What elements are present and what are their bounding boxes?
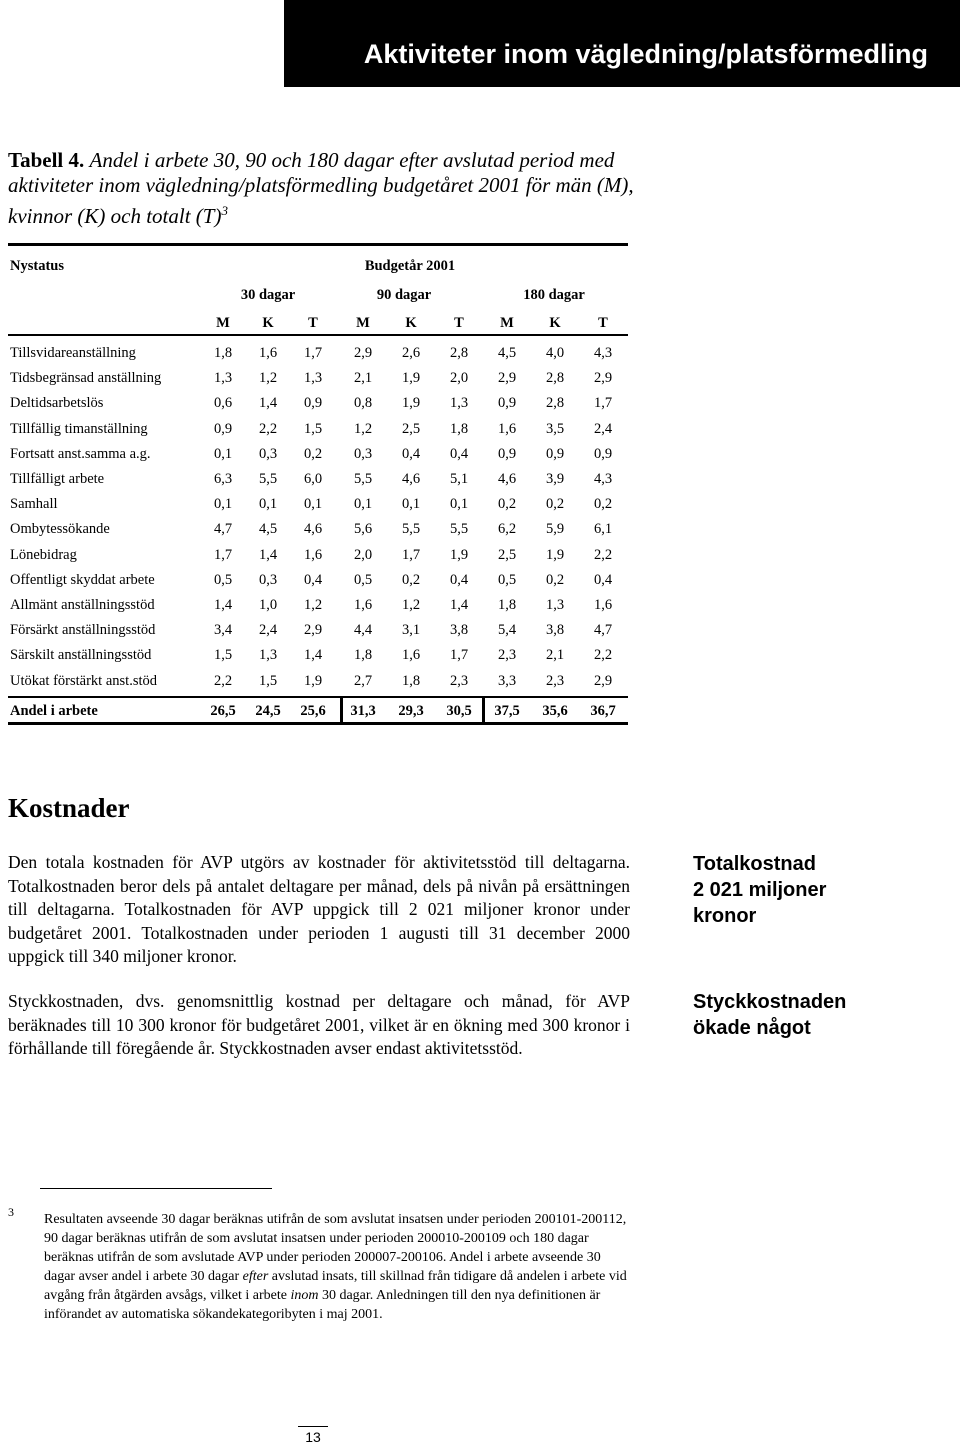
row-label: Lönebidrag xyxy=(10,547,77,563)
table-cell: 1,4 xyxy=(303,647,323,663)
table-cell: 2,2 xyxy=(258,421,278,437)
table-cell: 0,9 xyxy=(303,395,323,411)
row-label: Deltidsarbetslös xyxy=(10,395,104,411)
table-cell: 2,0 xyxy=(353,547,373,563)
table-cell: 2,9 xyxy=(303,622,323,638)
table-cell: 0,5 xyxy=(213,572,233,588)
table-cell: 1,4 xyxy=(258,395,278,411)
table-cell: 4,6 xyxy=(401,471,421,487)
footnote-text-part: 30 dagar. Anledningen till den nya definitionen är införandet av automatiska sökandekategoribyten i maj 2001. xyxy=(44,1288,601,1322)
table-cell: 1,6 xyxy=(353,597,373,613)
table-cell: 0,4 xyxy=(593,572,613,588)
subheader: T xyxy=(454,315,464,331)
table-cell: 0,1 xyxy=(353,496,373,512)
table-cell: 0,2 xyxy=(593,496,613,512)
table-cell: 3,4 xyxy=(213,622,233,638)
total-divider-left xyxy=(340,698,343,722)
table-cell: 5,9 xyxy=(545,521,565,537)
table-cell: 0,8 xyxy=(353,395,373,411)
table-cell: 4,3 xyxy=(593,345,613,361)
section-title-costs: Kostnader xyxy=(8,793,130,823)
header-bottom-rule xyxy=(8,334,628,336)
table-cell: 0,9 xyxy=(497,446,517,462)
subheader: K xyxy=(549,315,561,331)
table-cell: 1,4 xyxy=(213,597,233,613)
table-cell: 2,2 xyxy=(593,547,613,563)
table-bottom-rule xyxy=(8,722,628,725)
footnote-emphasis: inom xyxy=(290,1288,319,1303)
row-label: Offentligt skyddat arbete xyxy=(10,572,155,588)
table-cell: 2,4 xyxy=(593,421,613,437)
table-cell: 0,1 xyxy=(213,446,233,462)
table-cell: 1,3 xyxy=(303,370,323,386)
table-cell: 1,2 xyxy=(303,597,323,613)
table-cell: 1,7 xyxy=(303,345,323,361)
table-cell: 2,9 xyxy=(353,345,373,361)
table-cell: 0,2 xyxy=(401,572,421,588)
table-cell: 0,9 xyxy=(213,421,233,437)
table-cell: 1,5 xyxy=(303,421,323,437)
group-header-180: 180 dagar xyxy=(523,287,585,303)
table-cell: 1,7 xyxy=(593,395,613,411)
row-label: Fortsatt anst.samma a.g. xyxy=(10,446,151,462)
table-cell: 4,0 xyxy=(545,345,565,361)
table-cell: 4,4 xyxy=(353,622,373,638)
row-label: Försärkt anställningsstöd xyxy=(10,622,156,638)
footnote-mark: 3 xyxy=(8,1205,14,1219)
subheader: M xyxy=(356,315,370,331)
table-cell: 1,9 xyxy=(401,370,421,386)
table-cell: 0,2 xyxy=(497,496,517,512)
table-cell: 1,2 xyxy=(401,597,421,613)
caption-footnote-ref: 3 xyxy=(221,203,228,218)
total-cell: 29,3 xyxy=(398,703,424,719)
table-cell: 0,6 xyxy=(213,395,233,411)
table-cell: 6,0 xyxy=(303,471,323,487)
table-cell: 2,3 xyxy=(497,647,517,663)
table-cell: 1,7 xyxy=(213,547,233,563)
side-note-total-cost xyxy=(693,851,826,929)
group-header-30: 30 dagar xyxy=(240,287,296,303)
table-cell: 2,8 xyxy=(449,345,469,361)
subheader: K xyxy=(405,315,417,331)
table-cell: 5,5 xyxy=(353,471,373,487)
subheader: M xyxy=(500,315,514,331)
table-cell: 0,1 xyxy=(449,496,469,512)
table-cell: 0,4 xyxy=(449,446,469,462)
table-cell: 1,9 xyxy=(449,547,469,563)
total-row-label: Andel i arbete xyxy=(10,703,98,719)
table-cell: 2,2 xyxy=(213,673,233,689)
table-cell: 0,3 xyxy=(258,572,278,588)
total-cell: 25,6 xyxy=(300,703,326,719)
total-top-rule xyxy=(8,696,628,698)
table-caption xyxy=(8,148,688,229)
table-cell: 6,3 xyxy=(213,471,233,487)
table-cell: 2,1 xyxy=(353,370,373,386)
table-cell: 2,9 xyxy=(593,370,613,386)
table-cell: 1,8 xyxy=(353,647,373,663)
table-cell: 2,3 xyxy=(449,673,469,689)
header-bar xyxy=(284,0,960,87)
table-cell: 4,5 xyxy=(497,345,517,361)
table-cell: 5,6 xyxy=(353,521,373,537)
table-cell: 4,6 xyxy=(497,471,517,487)
table-cell: 2,1 xyxy=(545,647,565,663)
table-cell: 0,9 xyxy=(497,395,517,411)
table-cell: 5,5 xyxy=(258,471,278,487)
table-cell: 4,6 xyxy=(303,521,323,537)
caption-label: Tabell 4. xyxy=(8,148,85,172)
costs-paragraph-1: Den totala kostnaden för AVP utgörs av kostnader för aktivitetsstöd till deltagarna. Totalkostnaden beror dels på antalet deltagare per månad, dels på nivån på ersättningen till deltagarna. Totalkostnaden för AVP uppgick till 2 021 miljoner kronor under budgetåret 2001. Totalkostnaden under perioden 1 augusti till 31 december 2000 uppgick till 340 miljoner kronor. xyxy=(8,852,630,966)
table-cell: 1,4 xyxy=(258,547,278,563)
table-cell: 1,3 xyxy=(449,395,469,411)
table-cell: 1,9 xyxy=(545,547,565,563)
side-note-line: 2 021 miljoner xyxy=(693,879,827,901)
row-label: Ombytessökande xyxy=(10,521,110,537)
side-note-line: Totalkostnad xyxy=(693,853,816,875)
table-cell: 2,2 xyxy=(593,647,613,663)
subheader: M xyxy=(216,315,230,331)
table-cell: 2,9 xyxy=(497,370,517,386)
table-cell: 4,7 xyxy=(593,622,613,638)
table-cell: 2,4 xyxy=(258,622,278,638)
row-label: Tidsbegränsad anställning xyxy=(10,370,162,386)
table-cell: 1,3 xyxy=(258,647,278,663)
table-cell: 2,0 xyxy=(449,370,469,386)
table-cell: 2,8 xyxy=(545,370,565,386)
side-note-line: kronor xyxy=(693,905,757,927)
table-cell: 0,1 xyxy=(213,496,233,512)
table-cell: 0,4 xyxy=(303,572,323,588)
row-label: Allmänt anställningsstöd xyxy=(10,597,155,613)
table-cell: 0,1 xyxy=(401,496,421,512)
table-cell: 1,5 xyxy=(258,673,278,689)
table-cell: 1,6 xyxy=(258,345,278,361)
costs-paragraph-2: Styckkostnaden, dvs. genomsnittlig kostnad per deltagare och månad, för AVP beräknades till 10 300 kronor för budgetåret 2001, vilket är en ökning med 300 kronor i förhållande till föregående år. Styckkostnaden avser endast aktivitetsstöd. xyxy=(8,991,630,1058)
table-cell: 5,5 xyxy=(449,521,469,537)
table-cell: 1,4 xyxy=(449,597,469,613)
subheader: T xyxy=(598,315,608,331)
side-note-unit-cost xyxy=(693,989,846,1041)
table-cell: 0,5 xyxy=(353,572,373,588)
table-cell: 0,2 xyxy=(303,446,323,462)
total-cell: 37,5 xyxy=(494,703,520,719)
table-cell: 2,8 xyxy=(545,395,565,411)
table-cell: 1,6 xyxy=(303,547,323,563)
footnote-separator xyxy=(40,1188,272,1189)
table-cell: 1,8 xyxy=(449,421,469,437)
table-cell: 1,6 xyxy=(401,647,421,663)
page-number: 13 xyxy=(298,1426,328,1445)
table-cell: 0,1 xyxy=(303,496,323,512)
table-cell: 5,5 xyxy=(401,521,421,537)
total-divider-right xyxy=(482,698,485,722)
side-note-line: ökade något xyxy=(693,1017,811,1039)
table-top-rule xyxy=(8,243,628,246)
table-cell: 1,2 xyxy=(353,421,373,437)
table-cell: 3,3 xyxy=(497,673,517,689)
table-cell: 1,8 xyxy=(213,345,233,361)
table-cell: 2,7 xyxy=(353,673,373,689)
table-cell: 1,8 xyxy=(401,673,421,689)
table-cell: 6,2 xyxy=(497,521,517,537)
table-cell: 0,9 xyxy=(545,446,565,462)
table-cell: 1,3 xyxy=(545,597,565,613)
footnote-text-part: avslutad insats, till skillnad från tidigare då andelen i arbete vid avgång från åtgärden avsågs, vilket i arbete xyxy=(44,1269,627,1303)
table-cell: 0,4 xyxy=(449,572,469,588)
table-cell: 5,4 xyxy=(497,622,517,638)
table-cell: 1,7 xyxy=(449,647,469,663)
table-cell: 2,3 xyxy=(545,673,565,689)
table-cell: 2,9 xyxy=(593,673,613,689)
table-cell: 3,8 xyxy=(449,622,469,638)
row-label: Samhall xyxy=(10,496,58,512)
total-cell: 35,6 xyxy=(542,703,568,719)
subheader: K xyxy=(262,315,274,331)
table-cell: 4,7 xyxy=(213,521,233,537)
table-cell: 0,2 xyxy=(545,572,565,588)
table-cell: 0,3 xyxy=(258,446,278,462)
table-cell: 0,9 xyxy=(593,446,613,462)
table-cell: 3,1 xyxy=(401,622,421,638)
table-cell: 2,6 xyxy=(401,345,421,361)
table-cell: 2,5 xyxy=(401,421,421,437)
table-cell: 1,3 xyxy=(213,370,233,386)
footnote-text xyxy=(44,1210,632,1324)
budget-year-header: Budgetår 2001 xyxy=(364,258,456,274)
subheader: T xyxy=(308,315,318,331)
row-label: Tillfälligt arbete xyxy=(10,471,105,487)
footnote-text-part: Resultaten avseende 30 dagar beräknas utifrån de som avslutat insatsen under perioden 200101-200112, 90 dagar beräknas utifrån de som avslutat insatsen under perioden 200010-200109 och 180 dagar beräknas utifrån de som avslutade AVP under perioden 200007-200106. Andel i arbete avseende 30 dagar avser andel i arbete 30 dagar xyxy=(44,1212,627,1284)
table-cell: 1,2 xyxy=(258,370,278,386)
total-cell: 36,7 xyxy=(590,703,616,719)
table-cell: 4,3 xyxy=(593,471,613,487)
row-label: Särskilt anställningsstöd xyxy=(10,647,152,663)
total-cell: 31,3 xyxy=(350,703,376,719)
table-cell: 0,1 xyxy=(258,496,278,512)
footnote-emphasis: efter xyxy=(242,1269,269,1284)
table-cell: 1,7 xyxy=(401,547,421,563)
row-label: Utökat förstärkt anst.stöd xyxy=(10,673,157,689)
table-cell: 0,3 xyxy=(353,446,373,462)
table-cell: 1,0 xyxy=(258,597,278,613)
table-cell: 1,9 xyxy=(401,395,421,411)
total-cell: 26,5 xyxy=(210,703,236,719)
page-header-title: Aktiviteter inom vägledning/platsförmedling xyxy=(363,39,928,69)
table-cell: 4,5 xyxy=(258,521,278,537)
table-cell: 1,6 xyxy=(497,421,517,437)
table-cell: 1,6 xyxy=(593,597,613,613)
table-cell: 1,8 xyxy=(497,597,517,613)
caption-text: Andel i arbete 30, 90 och 180 dagar efter avslutad period med aktiviteter inom vägledning/platsförmedling budgetåret 2001 för män (M), kvinnor (K) och totalt (T) xyxy=(8,148,634,228)
side-note-line: Styckkostnaden xyxy=(693,991,847,1013)
group-header-90: 90 dagar xyxy=(376,287,432,303)
table-cell: 0,5 xyxy=(497,572,517,588)
table-cell: 0,2 xyxy=(545,496,565,512)
table-cell: 2,5 xyxy=(497,547,517,563)
stub-header: Nystatus xyxy=(10,258,64,274)
table-cell: 3,8 xyxy=(545,622,565,638)
row-label: Tillsvidareanställning xyxy=(10,345,136,361)
row-label: Tillfällig timanställning xyxy=(10,421,148,437)
table-cell: 0,4 xyxy=(401,446,421,462)
total-cell: 24,5 xyxy=(255,703,281,719)
table-cell: 3,9 xyxy=(545,471,565,487)
table-cell: 3,5 xyxy=(545,421,565,437)
table-cell: 5,1 xyxy=(449,471,469,487)
table-cell: 6,1 xyxy=(593,521,613,537)
total-cell: 30,5 xyxy=(446,703,472,719)
table-cell: 1,9 xyxy=(303,673,323,689)
table-cell: 1,5 xyxy=(213,647,233,663)
